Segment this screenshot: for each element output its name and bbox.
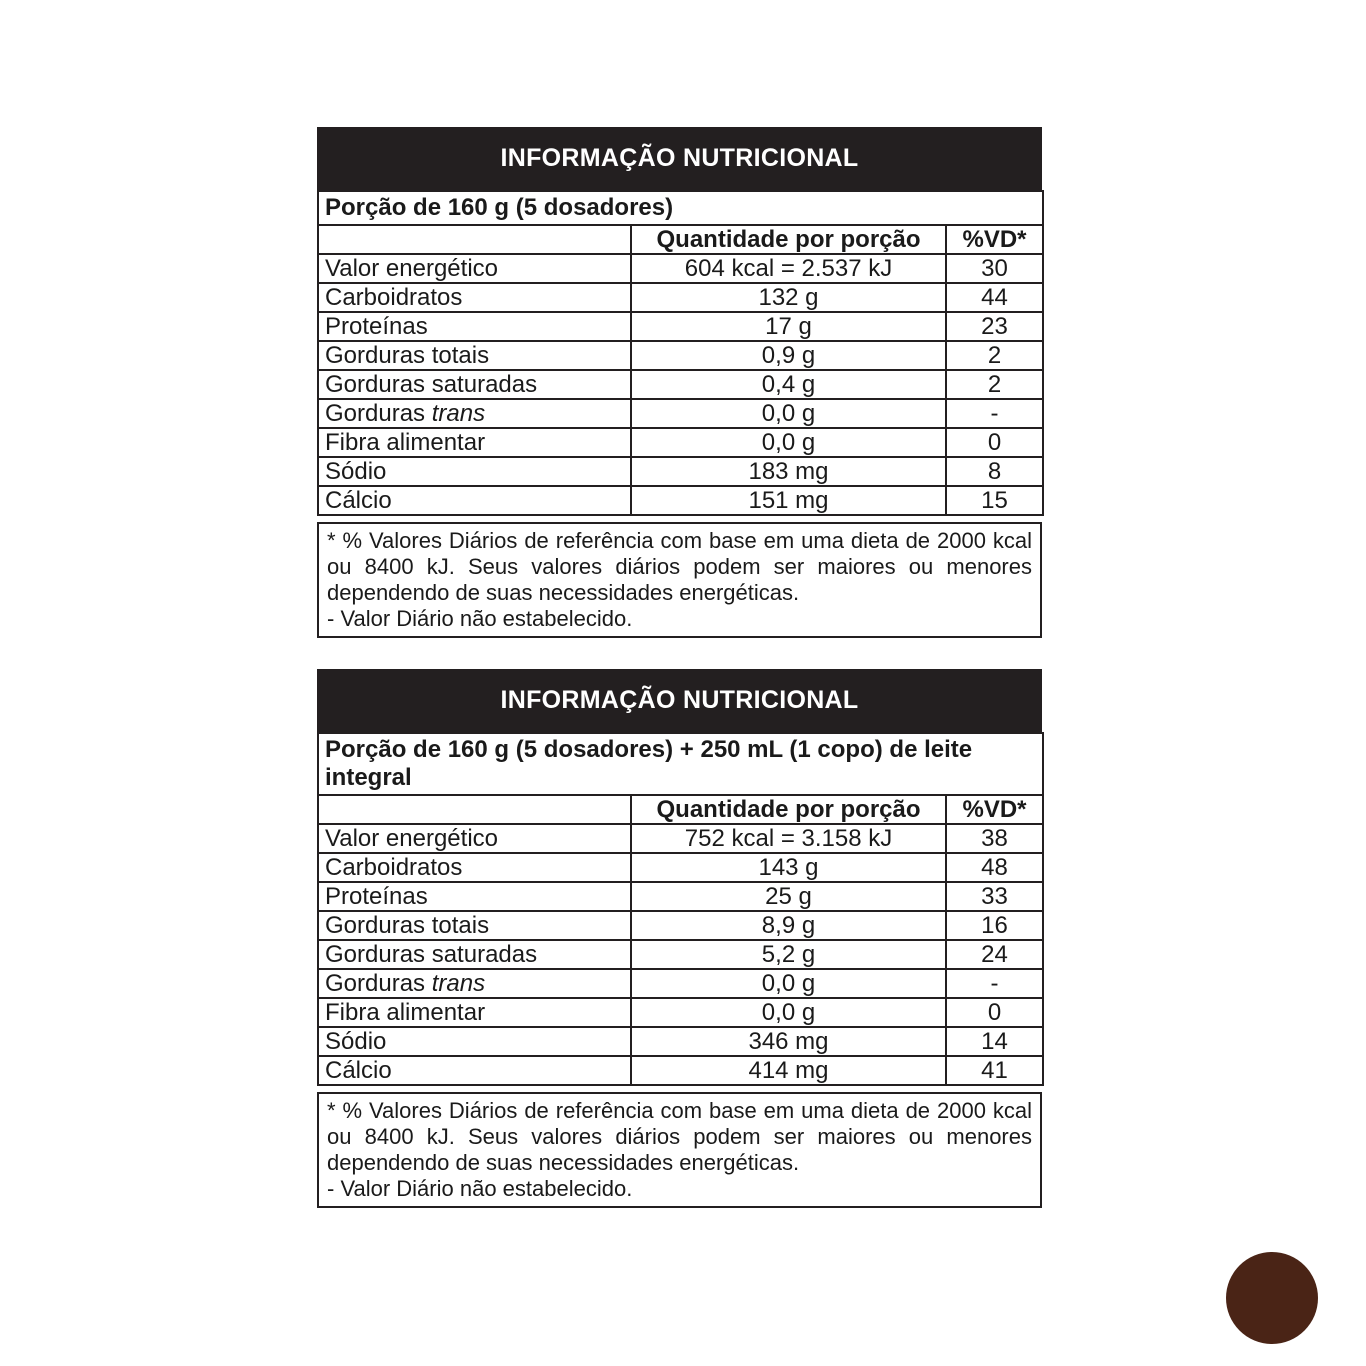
vd-header: %VD* xyxy=(946,795,1043,824)
nutrient-qty: 8,9 g xyxy=(631,911,946,940)
footnote-dash: - Valor Diário não estabelecido. xyxy=(327,1176,633,1201)
table-row xyxy=(318,283,1043,312)
nutrient-name: Fibra alimentar xyxy=(318,428,631,457)
nutrient-qty: 0,0 g xyxy=(631,998,946,1027)
table-row xyxy=(318,312,1043,341)
nutrient-name: Valor energético xyxy=(318,824,631,853)
table-row xyxy=(318,254,1043,283)
nutrient-vd: 0 xyxy=(946,428,1043,457)
nutrient-vd: 2 xyxy=(946,370,1043,399)
nutrient-qty: 414 mg xyxy=(631,1056,946,1085)
nutrient-vd: 2 xyxy=(946,341,1043,370)
nutrient-name-prefix: Gorduras xyxy=(325,400,432,427)
vd-header: %VD* xyxy=(946,225,1043,254)
header-blank xyxy=(318,795,631,824)
nutrition-panel-1 xyxy=(317,127,1042,638)
table-row xyxy=(318,853,1043,882)
table-row xyxy=(318,824,1043,853)
color-swatch[interactable] xyxy=(1226,1252,1318,1344)
nutrient-name: Cálcio xyxy=(318,486,631,515)
nutrient-vd: 44 xyxy=(946,283,1043,312)
nutrient-vd: 30 xyxy=(946,254,1043,283)
nutrient-vd: 8 xyxy=(946,457,1043,486)
footnote-text: * % Valores Diários de referência com base em uma dieta de 2000 kcal ou 8400 kJ. Seus valores diários podem ser maiores ou menores dependendo de suas necessidades energéticas. xyxy=(327,1098,1032,1175)
table-row xyxy=(318,1056,1043,1085)
nutrient-vd: 24 xyxy=(946,940,1043,969)
table-row xyxy=(318,428,1043,457)
qty-header: Quantidade por porção xyxy=(631,795,946,824)
footnote-text: * % Valores Diários de referência com base em uma dieta de 2000 kcal ou 8400 kJ. Seus valores diários podem ser maiores ou menores dependendo de suas necessidades energéticas. xyxy=(327,528,1032,605)
nutrient-vd: 38 xyxy=(946,824,1043,853)
nutrient-vd: 23 xyxy=(946,312,1043,341)
nutrition-table xyxy=(317,190,1044,516)
nutrient-qty: 604 kcal = 2.537 kJ xyxy=(631,254,946,283)
table-row xyxy=(318,969,1043,998)
table-row xyxy=(318,370,1043,399)
nutrient-name: Valor energético xyxy=(318,254,631,283)
nutrient-qty: 0,0 g xyxy=(631,428,946,457)
nutrient-name: Fibra alimentar xyxy=(318,998,631,1027)
nutrient-qty: 183 mg xyxy=(631,457,946,486)
nutrient-name: Gorduras totais xyxy=(318,341,631,370)
nutrient-vd: 0 xyxy=(946,998,1043,1027)
table-row xyxy=(318,911,1043,940)
table-row xyxy=(318,399,1043,428)
nutrient-qty: 0,0 g xyxy=(631,399,946,428)
nutrient-qty: 0,9 g xyxy=(631,341,946,370)
nutrient-qty: 0,0 g xyxy=(631,969,946,998)
table-row xyxy=(318,486,1043,515)
nutrient-qty: 752 kcal = 3.158 kJ xyxy=(631,824,946,853)
nutrient-name: Gorduras totais xyxy=(318,911,631,940)
nutrient-qty: 0,4 g xyxy=(631,370,946,399)
nutrient-name: Gorduras saturadas xyxy=(318,940,631,969)
nutrient-name-prefix: Gorduras xyxy=(325,970,432,997)
nutrient-qty: 132 g xyxy=(631,283,946,312)
footnote xyxy=(317,522,1042,638)
nutrient-name: Carboidratos xyxy=(318,853,631,882)
portion-label: Porção de 160 g (5 dosadores) + 250 mL (1 copo) de leite integral xyxy=(318,733,1043,795)
table-row xyxy=(318,457,1043,486)
panel-title: INFORMAÇÃO NUTRICIONAL xyxy=(317,127,1042,190)
footnote-dash: - Valor Diário não estabelecido. xyxy=(327,606,633,631)
nutrient-name-italic: trans xyxy=(431,400,486,427)
qty-header: Quantidade por porção xyxy=(631,225,946,254)
nutrient-vd: 48 xyxy=(946,853,1043,882)
table-row xyxy=(318,882,1043,911)
panel-title: INFORMAÇÃO NUTRICIONAL xyxy=(317,669,1042,732)
nutrient-vd: 14 xyxy=(946,1027,1043,1056)
nutrient-name: Proteínas xyxy=(318,882,631,911)
nutrient-name-italic: trans xyxy=(431,970,486,997)
nutrient-name xyxy=(318,969,631,998)
nutrient-qty: 5,2 g xyxy=(631,940,946,969)
nutrient-vd: - xyxy=(946,399,1043,428)
nutrient-qty: 151 mg xyxy=(631,486,946,515)
nutrient-name: Cálcio xyxy=(318,1056,631,1085)
nutrient-qty: 346 mg xyxy=(631,1027,946,1056)
table-row xyxy=(318,1027,1043,1056)
nutrient-name: Sódio xyxy=(318,457,631,486)
nutrient-vd: 33 xyxy=(946,882,1043,911)
footnote xyxy=(317,1092,1042,1208)
nutrient-qty: 17 g xyxy=(631,312,946,341)
nutrition-table xyxy=(317,732,1044,1086)
nutrient-name: Carboidratos xyxy=(318,283,631,312)
nutrient-name: Gorduras saturadas xyxy=(318,370,631,399)
table-row xyxy=(318,940,1043,969)
nutrient-name xyxy=(318,399,631,428)
portion-label: Porção de 160 g (5 dosadores) xyxy=(318,191,1043,225)
nutrient-vd: - xyxy=(946,969,1043,998)
nutrient-vd: 16 xyxy=(946,911,1043,940)
nutrient-qty: 25 g xyxy=(631,882,946,911)
header-blank xyxy=(318,225,631,254)
nutrient-name: Sódio xyxy=(318,1027,631,1056)
nutrient-name: Proteínas xyxy=(318,312,631,341)
nutrient-vd: 15 xyxy=(946,486,1043,515)
table-row xyxy=(318,341,1043,370)
nutrient-vd: 41 xyxy=(946,1056,1043,1085)
nutrition-panel-2 xyxy=(317,669,1042,1208)
table-row xyxy=(318,998,1043,1027)
nutrient-qty: 143 g xyxy=(631,853,946,882)
